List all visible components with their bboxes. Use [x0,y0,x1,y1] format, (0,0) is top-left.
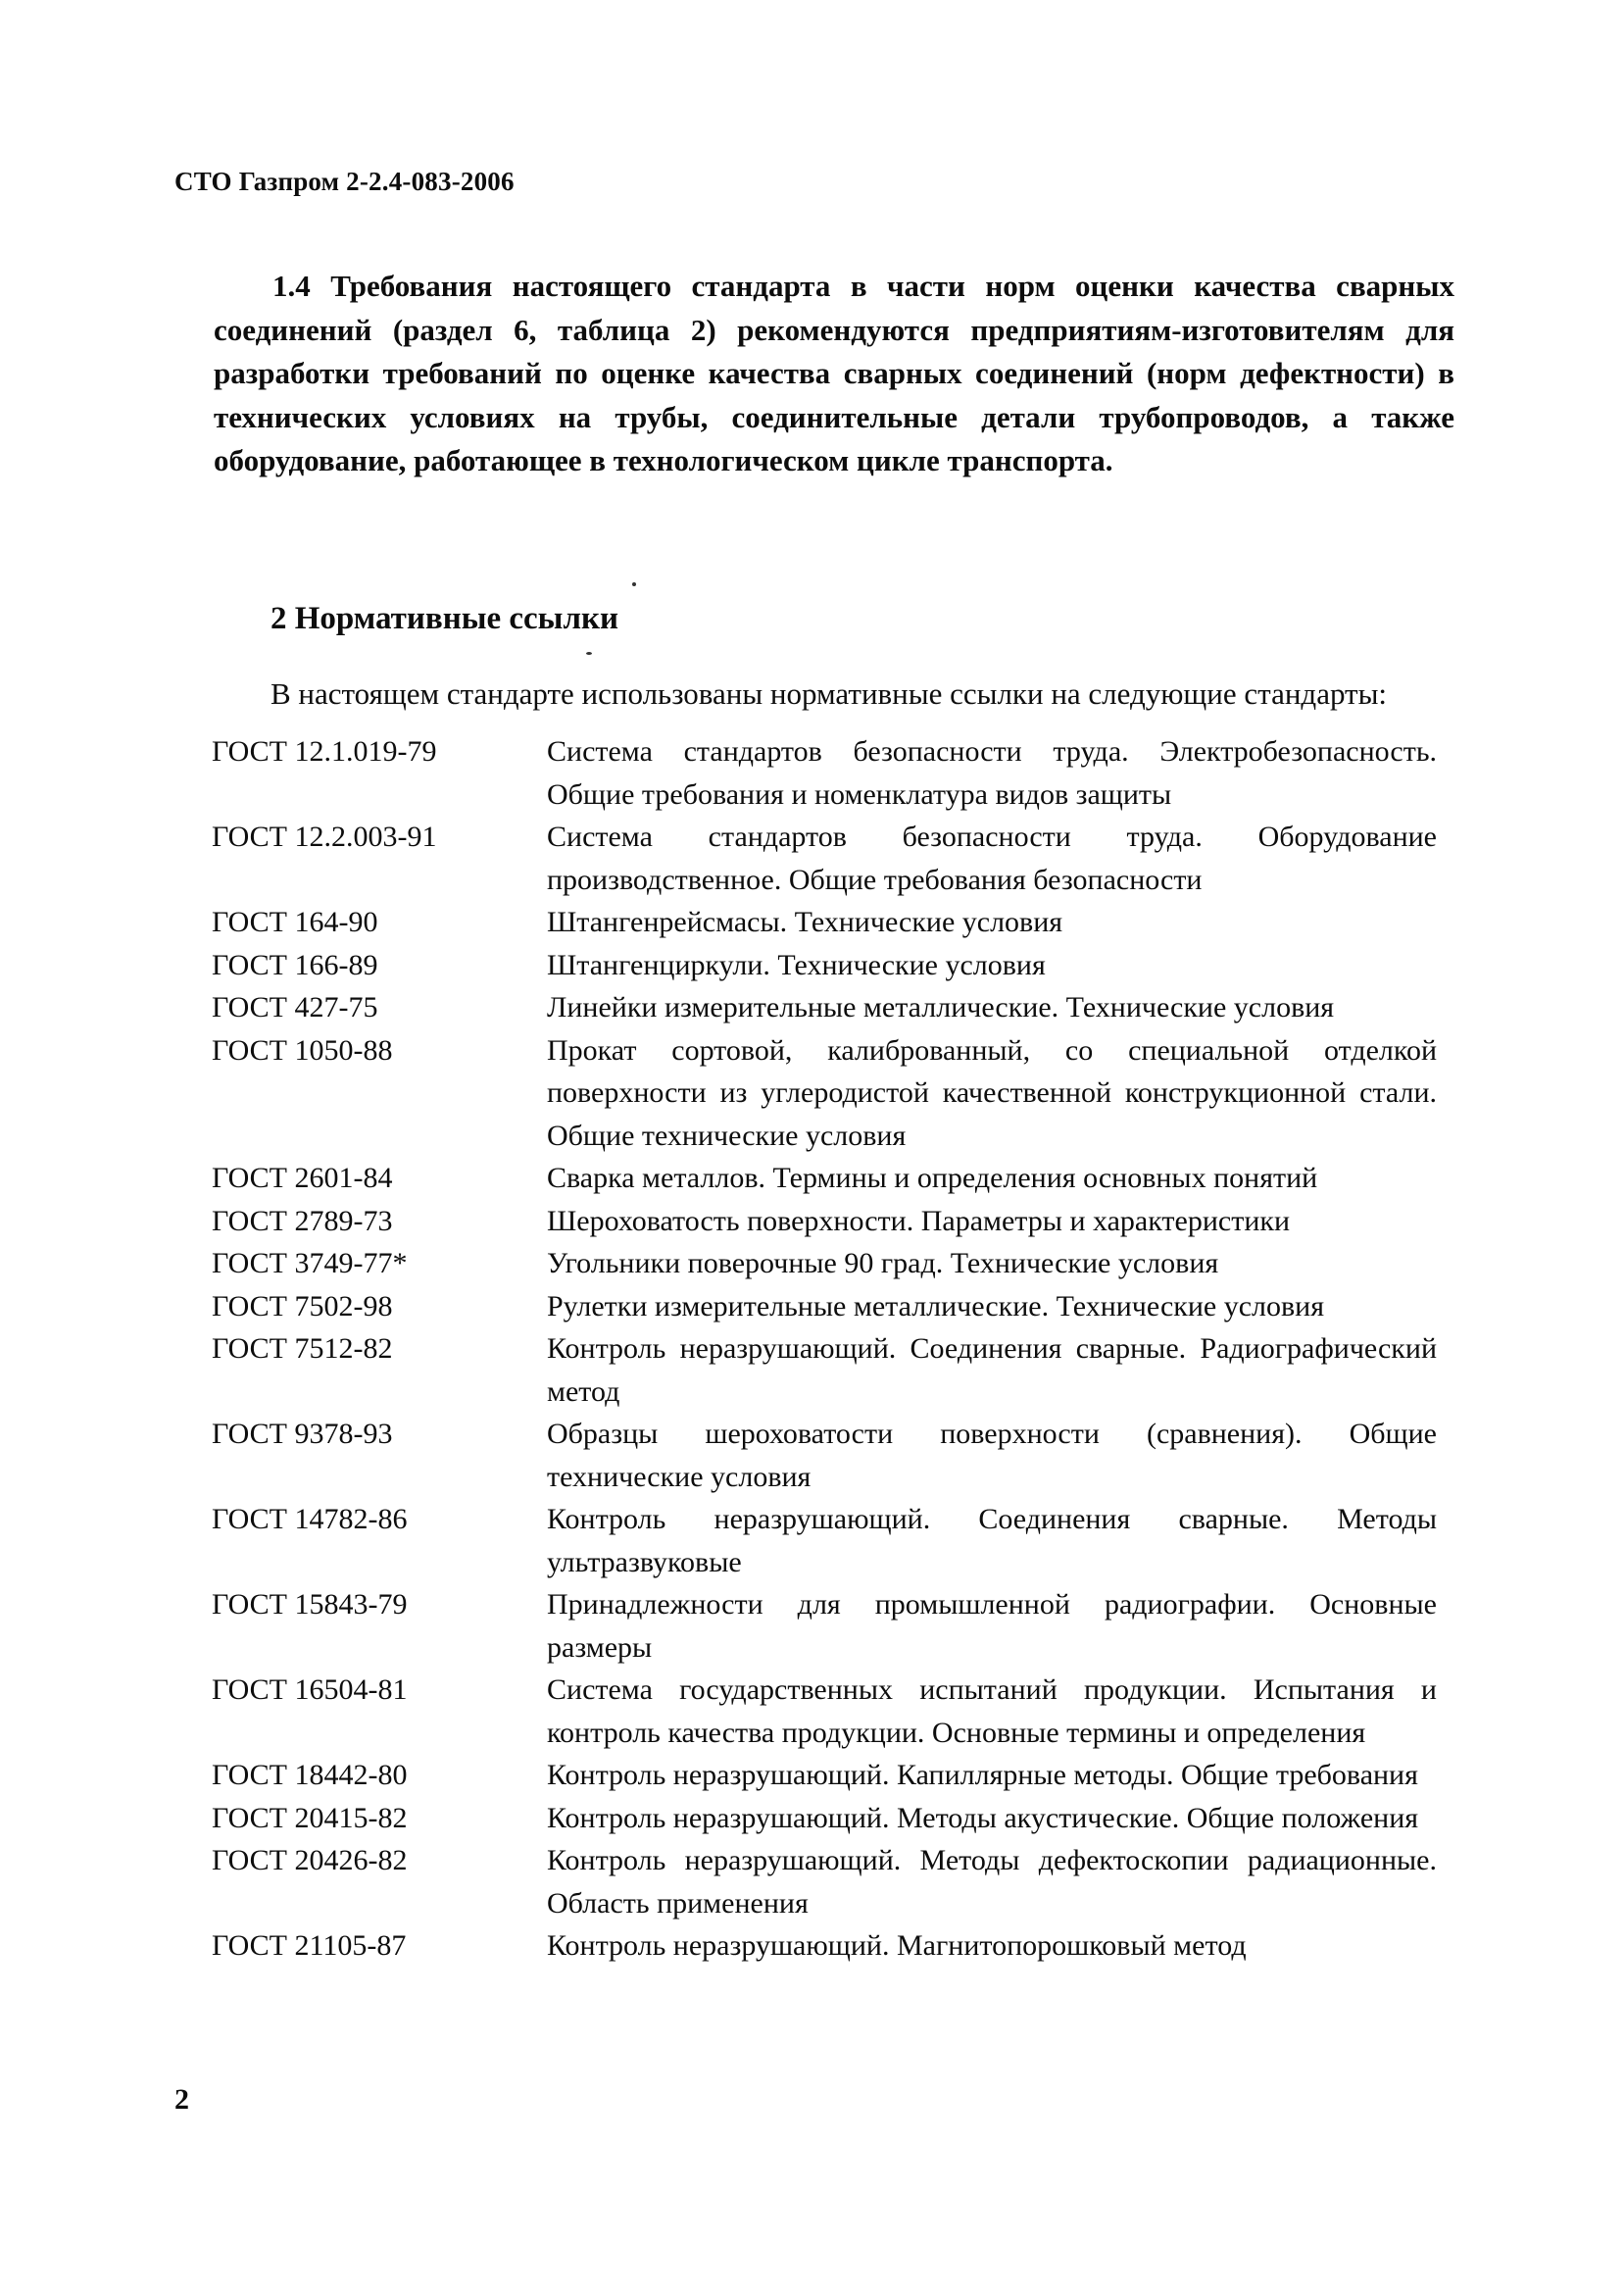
reference-code: ГОСТ 14782-86 [212,1503,408,1535]
reference-code: ГОСТ 2601-84 [212,1162,393,1194]
reference-code: ГОСТ 164-90 [212,906,378,938]
reference-title: Образцы шероховатости поверхности (сравнения). Общие технические условия [547,1418,1437,1493]
reference-code: ГОСТ 21105-87 [212,1929,407,1962]
reference-item [212,1498,1437,1583]
reference-title: Рулетки измерительные металлические. Технические условия [547,1289,1325,1322]
reference-title: Контроль неразрушающий. Магнитопорошковый метод [547,1929,1247,1962]
reference-title: Контроль неразрушающий. Методы дефектоскопии радиационные. Область применения [547,1844,1437,1920]
reference-item [212,1669,1437,1754]
reference-title: Контроль неразрушающий. Соединения сварные. Методы ультразвуковые [547,1503,1437,1578]
section-heading: 2 Нормативные ссылки [271,601,618,636]
reference-code: ГОСТ 427-75 [212,991,378,1023]
reference-item [212,944,1437,987]
reference-title: Контроль неразрушающий. Методы акустические. Общие положения [547,1801,1419,1834]
reference-title: Шероховатость поверхности. Параметры и характеристики [547,1204,1290,1237]
reference-code: ГОСТ 3749-77* [212,1247,408,1279]
reference-item [212,1029,1437,1158]
reference-item [212,1413,1437,1498]
reference-title: Система стандартов безопасности труда. Электробезопасность. Общие требования и номенклатура видов защиты [547,735,1437,811]
reference-item [212,1157,1437,1200]
reference-title: Сварка металлов. Термины и определения основных понятий [547,1162,1318,1194]
reference-item [212,1839,1437,1924]
reference-title: Контроль неразрушающий. Соединения сварные. Радиографический метод [547,1332,1437,1408]
references-list [212,730,1437,1968]
reference-item [212,730,1437,816]
reference-code: ГОСТ 7502-98 [212,1289,393,1322]
reference-title: Линейки измерительные металлические. Технические условия [547,991,1335,1023]
reference-title: Контроль неразрушающий. Капиллярные методы. Общие требования [547,1759,1418,1791]
reference-code: ГОСТ 2789-73 [212,1204,393,1237]
reference-code: ГОСТ 20426-82 [212,1844,408,1876]
reference-item [212,1797,1437,1840]
reference-code: ГОСТ 9378-93 [212,1418,393,1450]
reference-item [212,816,1437,901]
reference-item [212,1327,1437,1413]
reference-title: Система государственных испытаний продукции. Испытания и контроль качества продукции. Основные термины и определения [547,1673,1437,1749]
page-number: 2 [174,2083,189,2116]
reference-title: Штангенциркули. Технические условия [547,948,1046,981]
reference-title: Угольники поверочные 90 град. Технические условия [547,1247,1219,1279]
reference-item [212,1200,1437,1243]
paragraph-1-4: 1.4 Требования настоящего стандарта в части норм оценки качества сварных соединений (раздел 6, таблица 2) рекомендуются предприятиям-изготовителям для разработки требований по оценке качества сварных соединений (норм дефектности) в технических условиях на трубы, соединительные детали трубопроводов, а также оборудование, работающее в технологическом цикле транспорта. [214,269,1454,477]
reference-title: Штангенрейсмасы. Технические условия [547,906,1063,938]
reference-item [212,1285,1437,1328]
reference-title: Система стандартов безопасности труда. Оборудование производственное. Общие требования безопасности [547,821,1437,896]
reference-code: ГОСТ 18442-80 [212,1759,408,1791]
section-intro: В настоящем стандарте использованы нормативные ссылки на следующие стандарты: [271,676,1388,711]
reference-title: Принадлежности для промышленной радиографии. Основные размеры [547,1588,1437,1664]
scan-speck [586,652,592,655]
reference-code: ГОСТ 16504-81 [212,1673,408,1706]
reference-item [212,1242,1437,1285]
document-header: СТО Газпром 2-2.4-083-2006 [174,167,515,196]
reference-code: ГОСТ 15843-79 [212,1588,408,1621]
reference-code: ГОСТ 20415-82 [212,1801,408,1834]
reference-item [212,1754,1437,1797]
reference-item [212,1583,1437,1669]
reference-code: ГОСТ 12.2.003-91 [212,821,437,853]
reference-item [212,986,1437,1029]
reference-code: ГОСТ 12.1.019-79 [212,735,437,768]
reference-item [212,901,1437,944]
scan-speck [632,582,636,586]
reference-code: ГОСТ 1050-88 [212,1033,393,1067]
reference-title: Прокат сортовой, калиброванный, со специальной отделкой поверхности из углеродистой качественной конструкционной стали. Общие технические условия [547,1033,1437,1152]
reference-code: ГОСТ 7512-82 [212,1332,393,1365]
reference-item [212,1924,1437,1968]
reference-code: ГОСТ 166-89 [212,948,378,981]
